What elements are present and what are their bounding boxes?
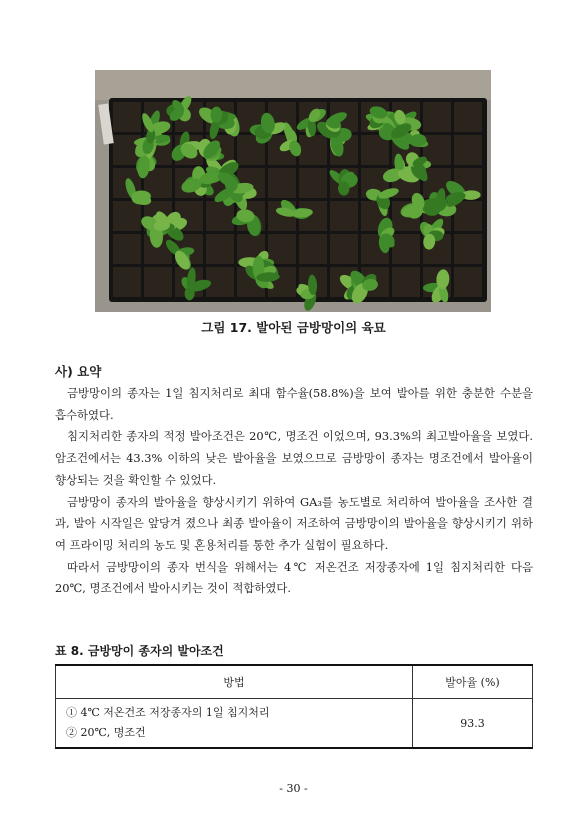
summary-paragraph: 따라서 금방망이의 종자 번식을 위해서는 4℃ 저온건조 저장종자에 1일 침지처리한 다음 20℃, 명조건에서 발아시키는 것이 적합하였다.	[55, 559, 533, 596]
summary-paragraph: 금방망이 종자의 발아율을 향상시키기 위하여 GA₃를 농도별로 처리하여 발아율을 조사한 결과, 발아 시작일은 앞당겨 졌으나 최종 발아율이 저조하여 금방망이의 발아율을 향상시키기 위하여 프라이밍 처리의 농도 및 혼용처리를 통한 추가 실험이 필요하다.	[55, 494, 533, 552]
section-heading: 사) 요약	[55, 364, 102, 379]
seedling-tray-photo	[95, 70, 491, 312]
method-cell	[56, 699, 413, 749]
summary-body	[55, 383, 533, 600]
summary-paragraph: 금방망이의 종자는 1일 침지처리로 최대 함수율(58.8%)을 보여 발아를 위한 충분한 수분을 흡수하였다.	[55, 386, 533, 422]
figure-caption: 그림 17. 발아된 금방망이의 육묘	[201, 320, 386, 335]
summary-paragraph: 침지처리한 종자의 적정 발아조건은 20℃, 명조건 이었으며, 93.3%의 최고발아율을 보였다. 암조건에서는 43.3% 이하의 낮은 발아율을 보였으므로 금방망이 종자는 명조건에서 발아율이 향상되는 것을 확인할 수 있었다.	[55, 429, 533, 487]
page-number: - 30 -	[279, 782, 308, 795]
method-line: ② 20℃, 명조건	[66, 726, 146, 739]
germination-table	[55, 664, 533, 749]
rate-cell: 93.3	[413, 699, 533, 749]
table-row	[56, 699, 533, 749]
header-rate: 발아율 (%)	[413, 665, 533, 699]
header-method: 방법	[56, 665, 413, 699]
table-header-row	[56, 665, 533, 699]
table-caption: 표 8. 금방망이 종자의 발아조건	[55, 644, 224, 658]
method-line: ① 4℃ 저온건조 저장종자의 1일 침지처리	[66, 706, 270, 719]
